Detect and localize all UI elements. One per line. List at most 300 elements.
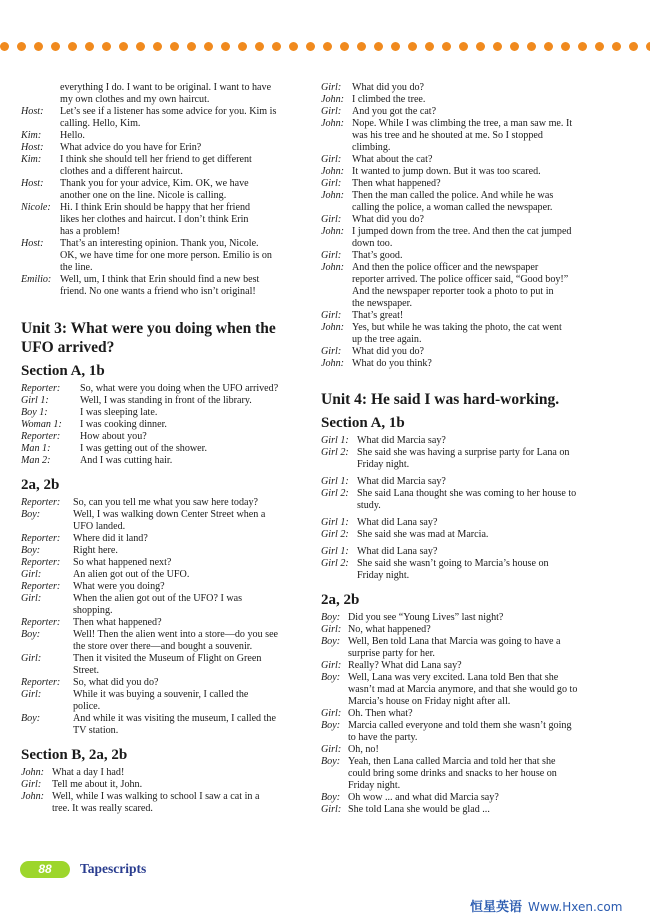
- dialogue-text: was his tree and he shouted at me. So I stopped: [352, 130, 543, 141]
- speaker-label: Girl:: [321, 178, 342, 189]
- dialogue-text: I think she should tell her friend to get different: [60, 154, 252, 165]
- dialogue-continuation: [21, 214, 309, 226]
- speaker-label: Host:: [21, 142, 44, 153]
- speaker-label: Girl 1:: [321, 435, 349, 446]
- dialogue-line: [321, 476, 611, 488]
- dialogue-text: Did you see “Young Lives” last night?: [348, 612, 504, 623]
- border-dot: [425, 42, 434, 51]
- unit-4-title: Unit 4: He said I was hard-working.: [321, 391, 560, 408]
- dialogue-line: [21, 130, 309, 142]
- border-dot: [85, 42, 94, 51]
- dialogue-text: Let’s see if a listener has some advice for you. Kim is: [60, 106, 277, 117]
- dialogue-line: [21, 142, 309, 154]
- dialogue-text: up the tree again.: [352, 334, 422, 345]
- border-dot: [561, 42, 570, 51]
- speaker-label: Reporter:: [21, 497, 61, 508]
- unit-4-2a-2b-dialogue: [321, 612, 611, 816]
- dialogue-line: [21, 533, 309, 545]
- dialogue-text: What advice do you have for Erin?: [60, 142, 202, 153]
- dialogue-line: [21, 154, 309, 166]
- dialogue-line: [21, 407, 309, 419]
- dialogue-line: [21, 106, 309, 118]
- speaker-label: Girl:: [321, 214, 342, 225]
- watermark-brand: 恒星英语: [470, 900, 523, 915]
- dialogue-line: [21, 455, 309, 467]
- speaker-label: [321, 459, 357, 471]
- dialogue-line: [321, 262, 611, 274]
- dialogue-text: What did you do?: [352, 82, 425, 93]
- dialogue-text: Really? What did Lana say?: [348, 660, 462, 671]
- dialogue-line: [321, 178, 611, 190]
- dialogue-continuation: [21, 665, 309, 677]
- speaker-label: Reporter:: [21, 383, 61, 394]
- dialogue-line: [321, 358, 611, 370]
- border-dot: [510, 42, 519, 51]
- speaker-label: [321, 500, 357, 512]
- dialogue-line: [321, 529, 611, 541]
- dialogue-text: reporter arrived. The police officer said, “Good boy!”: [352, 274, 569, 285]
- speaker-label: [321, 202, 352, 214]
- speaker-label: Boy:: [321, 792, 341, 803]
- speaker-label: [21, 521, 73, 533]
- speaker-label: [21, 286, 60, 298]
- dialogue-text: has a problem!: [60, 226, 120, 237]
- dialogue-text: climbing.: [352, 142, 391, 153]
- speaker-label: [321, 274, 352, 286]
- speaker-label: Girl:: [321, 154, 342, 165]
- border-dot: [289, 42, 298, 51]
- dialogue-text: So, what were you doing when the UFO arrived?: [80, 383, 279, 394]
- dialogue-text: So what happened next?: [73, 557, 172, 568]
- dialogue-line: [321, 447, 611, 459]
- speaker-label: Girl 2:: [321, 488, 349, 499]
- dialogue-continuation: [321, 570, 611, 582]
- dialogue-text: I was cooking dinner.: [80, 419, 167, 430]
- dialogue-text: What were you doing?: [73, 581, 165, 592]
- site-watermark: [470, 896, 622, 915]
- speaker-label: John:: [21, 767, 44, 778]
- unit-4-2a-2b-heading: 2a, 2b: [321, 592, 360, 608]
- speaker-label: [321, 334, 352, 346]
- dialogue-text: What did Lana say?: [357, 546, 438, 557]
- speaker-label: Boy:: [21, 629, 41, 640]
- dialogue-line: [321, 190, 611, 202]
- dialogue-continuation: [21, 803, 309, 815]
- speaker-label: [21, 118, 60, 130]
- dialogue-continuation: [21, 262, 309, 274]
- dialogue-text: She said Lana thought she was coming to her house to: [357, 488, 577, 499]
- speaker-label: Boy:: [321, 636, 341, 647]
- speaker-label: Girl:: [321, 82, 342, 93]
- dialogue-text: wasn’t mad at Marcia anymore, and that she would go to: [348, 684, 578, 695]
- dialogue-continuation: [21, 521, 309, 533]
- speaker-label: [21, 226, 60, 238]
- speaker-label: Boy:: [21, 713, 41, 724]
- dialogue-line: [21, 419, 309, 431]
- speaker-label: Boy 1:: [21, 407, 48, 418]
- dialogue-line: [321, 558, 611, 570]
- dialogue-line: [21, 767, 309, 779]
- dialogue-line: [321, 435, 611, 447]
- dialogue-continuation: [321, 274, 611, 286]
- dialogue-text: And I was cutting hair.: [80, 455, 173, 466]
- dialogue-text: She said she wasn’t going to Marcia’s house on: [357, 558, 549, 569]
- watermark-url: Www.Hxen.com: [528, 900, 623, 914]
- unit-3-section-b-heading: Section B, 2a, 2b: [21, 747, 128, 763]
- dialogue-continuation: [321, 142, 611, 154]
- dialogue-line: [21, 653, 309, 665]
- speaker-label: [321, 780, 348, 792]
- speaker-label: [21, 214, 60, 226]
- border-dot: [323, 42, 332, 51]
- dialogue-line: [321, 756, 611, 768]
- dialogue-text: Marcia’s house on Friday night after all.: [348, 696, 511, 707]
- dialogue-line: [21, 593, 309, 605]
- dialogue-text: police.: [73, 701, 101, 712]
- speaker-label: John:: [321, 190, 344, 201]
- unit-3-section-a-heading: Section A, 1b: [21, 363, 105, 379]
- dialogue-text: I climbed the tree.: [352, 94, 426, 105]
- dialogue-text: study.: [357, 500, 381, 511]
- speaker-label: [21, 725, 73, 737]
- speaker-label: [21, 250, 60, 262]
- dialogue-text: What about the cat?: [352, 154, 433, 165]
- border-dot: [136, 42, 145, 51]
- dialogue-line: [321, 106, 611, 118]
- dialogue-line: [21, 238, 309, 250]
- dialogue-text: Well, while I was walking to school I saw a cat in a: [52, 791, 260, 802]
- dialogue-line: [21, 395, 309, 407]
- dialogue-text: Tell me about it, John.: [52, 779, 143, 790]
- dialogue-line: [321, 322, 611, 334]
- dialogue-line: [321, 250, 611, 262]
- dialogue-continuation: [21, 82, 309, 94]
- dialogue-text: How about you?: [80, 431, 147, 442]
- unit-3-2a-2b-heading: 2a, 2b: [21, 477, 60, 493]
- speaker-label: Reporter:: [21, 617, 61, 628]
- dialogue-text: What did Marcia say?: [357, 476, 446, 487]
- dialogue-line: [321, 214, 611, 226]
- border-dot: [357, 42, 366, 51]
- dialogue-continuation: [321, 334, 611, 346]
- speaker-label: John:: [321, 358, 344, 369]
- speaker-label: Girl 2:: [321, 558, 349, 569]
- speaker-label: [321, 570, 357, 582]
- speaker-label: Host:: [21, 106, 44, 117]
- dialogue-text: Where did it land?: [73, 533, 148, 544]
- speaker-label: Reporter:: [21, 581, 61, 592]
- speaker-label: John:: [321, 118, 344, 129]
- border-dot: [204, 42, 213, 51]
- speaker-label: [321, 298, 352, 310]
- dialogue-text: She said she was mad at Marcia.: [357, 529, 489, 540]
- dialogue-text: Yeah, then Lana called Marcia and told her that she: [348, 756, 556, 767]
- unit-4-section-a-dialogue: [321, 435, 611, 582]
- speaker-label: [21, 665, 73, 677]
- border-dot: [51, 42, 60, 51]
- dialogue-text: TV station.: [73, 725, 119, 736]
- dialogue-line: [21, 713, 309, 725]
- speaker-label: Girl 1:: [321, 476, 349, 487]
- border-dot: [153, 42, 162, 51]
- dialogue-text: She said she was having a surprise party for Lana on: [357, 447, 570, 458]
- speaker-label: Host:: [21, 238, 44, 249]
- dialogue-line: [321, 708, 611, 720]
- dialogue-line: [321, 720, 611, 732]
- dialogue-text: tree. It was really scared.: [52, 803, 153, 814]
- speaker-label: Girl 1:: [321, 517, 349, 528]
- dialogue-text: Oh. Then what?: [348, 708, 413, 719]
- dialogue-text: Friday night.: [348, 780, 401, 791]
- dialogue-text: shopping.: [73, 605, 113, 616]
- dialogue-line: [321, 310, 611, 322]
- speaker-label: [21, 803, 52, 815]
- border-dot: [578, 42, 587, 51]
- dialogue-line: [321, 166, 611, 178]
- speaker-label: [321, 142, 352, 154]
- dialogue-text: Nope. While I was climbing the tree, a man saw me. It: [352, 118, 573, 129]
- unit-3-title: Unit 3: What were you doing when the UFO arrived?: [21, 320, 276, 356]
- speaker-label: John:: [321, 322, 344, 333]
- dialogue-text: When the alien got out of the UFO? I was: [73, 593, 243, 604]
- speaker-label: John:: [21, 791, 44, 802]
- speaker-label: [21, 166, 60, 178]
- dialogue-continuation: [321, 780, 611, 792]
- dialogue-text: Friday night.: [357, 459, 410, 470]
- dialogue-text: Yes, but while he was taking the photo, the cat went: [352, 322, 562, 333]
- speaker-label: Girl:: [21, 653, 42, 664]
- border-dot: [527, 42, 536, 51]
- speaker-label: [321, 696, 348, 708]
- dialogue-text: What did Lana say?: [357, 517, 438, 528]
- unit-3-section-b-dialogue: [21, 767, 309, 815]
- dialogue-continuation: [21, 286, 309, 298]
- dialogue-continuation: [321, 286, 611, 298]
- border-dot: [340, 42, 349, 51]
- speaker-label: John:: [321, 226, 344, 237]
- speaker-label: [21, 262, 60, 274]
- dialogue-line: [21, 569, 309, 581]
- dialogue-continuation: [321, 202, 611, 214]
- speaker-label: [321, 238, 352, 250]
- speaker-label: Girl:: [321, 804, 342, 815]
- dialogue-line: [21, 443, 309, 455]
- border-dot: [476, 42, 485, 51]
- dialogue-text: down too.: [352, 238, 393, 249]
- speaker-label: [21, 190, 60, 202]
- page-footer: [20, 860, 146, 878]
- dialogue-text: the line.: [60, 262, 93, 273]
- footer-title: Tapescripts: [80, 861, 147, 876]
- border-dot: [272, 42, 281, 51]
- right-column: [321, 82, 611, 816]
- speaker-label: Boy:: [21, 509, 41, 520]
- dialogue-text: my own clothes and my own haircut.: [60, 94, 210, 105]
- speaker-label: [321, 684, 348, 696]
- dialogue-continuation: [321, 238, 611, 250]
- dialogue-line: [21, 779, 309, 791]
- speaker-label: Reporter:: [21, 431, 61, 442]
- border-dot: [17, 42, 26, 51]
- dialogue-line: [21, 557, 309, 569]
- dialogue-text: An alien got out of the UFO.: [73, 569, 190, 580]
- dialogue-continuation: [21, 725, 309, 737]
- speaker-label: Kim:: [21, 130, 42, 141]
- dialogue-text: OK, we have time for one more person. Emilio is on: [60, 250, 272, 261]
- speaker-label: [21, 94, 60, 106]
- unit-3-2a-2b-dialogue: [21, 497, 309, 737]
- dialogue-line: [321, 488, 611, 500]
- dialogue-continuation: [21, 94, 309, 106]
- dialogue-text: Street.: [73, 665, 100, 676]
- dialogue-text: clothes and a different haircut.: [60, 166, 183, 177]
- dialogue-line: [21, 677, 309, 689]
- dialogue-text: friend. No one wants a friend who isn’t original!: [60, 286, 256, 297]
- border-dot: [612, 42, 621, 51]
- dialogue-text: Then what happened?: [73, 617, 162, 628]
- border-dot: [68, 42, 77, 51]
- speaker-label: Girl 1:: [21, 395, 49, 406]
- dialogue-line: [321, 744, 611, 756]
- dialogue-text: What do you think?: [352, 358, 432, 369]
- dialogue-continuation: [321, 696, 611, 708]
- dialogue-text: That’s great!: [352, 310, 404, 321]
- dialogue-text: Oh wow ... and what did Marcia say?: [348, 792, 499, 803]
- unit-3-section-a-dialogue: [21, 383, 309, 467]
- speaker-label: Woman 1:: [21, 419, 62, 430]
- dialogue-continuation: [321, 684, 611, 696]
- dialogue-text: Well, um, I think that Erin should find a new best: [60, 274, 260, 285]
- border-dot: [170, 42, 179, 51]
- dialogue-line: [321, 624, 611, 636]
- dialogue-line: [321, 226, 611, 238]
- dialogue-text: UFO landed.: [73, 521, 126, 532]
- dialogue-continuation: [21, 190, 309, 202]
- speaker-label: Reporter:: [21, 557, 61, 568]
- dialogue-line: [321, 612, 611, 624]
- speaker-label: Girl:: [321, 346, 342, 357]
- dialogue-text: to have the party.: [348, 732, 418, 743]
- dialogue-line: [321, 346, 611, 358]
- border-dot: [34, 42, 43, 51]
- dialogue-line: [21, 791, 309, 803]
- border-dot: [595, 42, 604, 51]
- speaker-label: Girl:: [321, 708, 342, 719]
- border-dot: [0, 42, 9, 51]
- dialogue-continuation: [21, 118, 309, 130]
- speaker-label: Girl:: [321, 660, 342, 671]
- dialogue-text: Well, I was standing in front of the library.: [80, 395, 252, 406]
- border-dot: [255, 42, 264, 51]
- speaker-label: [21, 641, 73, 653]
- dialogue-line: [21, 689, 309, 701]
- dialogue-continuation: [21, 605, 309, 617]
- dialogue-text: What a day I had!: [52, 767, 125, 778]
- dialogue-text: And the newspaper reporter took a photo to put in: [352, 286, 554, 297]
- speaker-label: [321, 732, 348, 744]
- dialogue-text: What did Marcia say?: [357, 435, 446, 446]
- dialogue-text: It wanted to jump down. But it was too scared.: [352, 166, 541, 177]
- speaker-label: Emilio:: [21, 274, 52, 285]
- dialogue-line: [21, 617, 309, 629]
- dialogue-line: [21, 509, 309, 521]
- dialogue-text: Well, I was walking down Center Street when a: [73, 509, 266, 520]
- dialogue-text: surprise party for her.: [348, 648, 435, 659]
- dialogue-line: [21, 178, 309, 190]
- dialogue-line: [321, 660, 611, 672]
- speaker-label: Girl 1:: [321, 546, 349, 557]
- speaker-label: [321, 130, 352, 142]
- dialogue-text: So, what did you do?: [73, 677, 159, 688]
- dialogue-line: [321, 792, 611, 804]
- speaker-label: Girl:: [21, 569, 42, 580]
- speaker-label: Boy:: [321, 756, 341, 767]
- dialogue-text: Marcia called everyone and told them she wasn’t going: [348, 720, 572, 731]
- speaker-label: Girl:: [321, 624, 342, 635]
- dialogue-line: [21, 497, 309, 509]
- dialogue-text: I jumped down from the tree. And then the cat jumped: [352, 226, 572, 237]
- speaker-label: Boy:: [321, 612, 341, 623]
- border-dot: [442, 42, 451, 51]
- dialogue-line: [321, 82, 611, 94]
- dialogue-text: Then what happened?: [352, 178, 441, 189]
- dialogue-text: So, can you tell me what you saw here today?: [73, 497, 258, 508]
- speaker-label: Man 2:: [21, 455, 51, 466]
- speaker-label: Girl:: [21, 779, 42, 790]
- speaker-label: Girl:: [321, 250, 342, 261]
- speaker-label: Girl:: [321, 744, 342, 755]
- dialogue-text: What did you do?: [352, 214, 425, 225]
- unit-4-section-a-heading: Section A, 1b: [321, 415, 405, 431]
- dialogue-text: She told Lana she would be glad ...: [348, 804, 490, 815]
- dialogue-text: What did you do?: [352, 346, 425, 357]
- dialogue-line: [21, 202, 309, 214]
- dialogue-continuation: [321, 500, 611, 512]
- dialogue-text: Oh, no!: [348, 744, 379, 755]
- right-opening-dialogue: [321, 82, 611, 370]
- speaker-label: [21, 605, 73, 617]
- dialogue-line: [21, 431, 309, 443]
- dialogue-text: And while it was visiting the museum, I called the: [73, 713, 276, 724]
- dialogue-line: [21, 581, 309, 593]
- border-dot: [391, 42, 400, 51]
- dialogue-text: Well! Then the alien went into a store—do you see: [73, 629, 279, 640]
- border-dot: [221, 42, 230, 51]
- dialogue-text: Friday night.: [357, 570, 410, 581]
- dialogue-text: Hi. I think Erin should be happy that her friend: [60, 202, 251, 213]
- dialogue-text: calling. Hello, Kim.: [60, 118, 141, 129]
- border-dot: [493, 42, 502, 51]
- dialogue-text: While it was buying a souvenir, I called the: [73, 689, 249, 700]
- left-column: [21, 82, 309, 815]
- dialogue-line: [321, 804, 611, 816]
- speaker-label: Boy:: [21, 545, 41, 556]
- speaker-label: Man 1:: [21, 443, 51, 454]
- dialogue-text: And you got the cat?: [352, 106, 437, 117]
- dialogue-text: Then it visited the Museum of Flight on Green: [73, 653, 262, 664]
- border-dot: [646, 42, 650, 51]
- dialogue-line: [321, 94, 611, 106]
- dialogue-continuation: [21, 641, 309, 653]
- speaker-label: Girl:: [321, 106, 342, 117]
- dialogue-text: Hello.: [60, 130, 85, 141]
- speaker-label: [321, 286, 352, 298]
- speaker-label: [321, 648, 348, 660]
- dialogue-text: calling the police, a woman called the newspaper.: [352, 202, 553, 213]
- dialogue-line: [321, 546, 611, 558]
- dialogue-line: [21, 629, 309, 641]
- dialogue-line: [21, 274, 309, 286]
